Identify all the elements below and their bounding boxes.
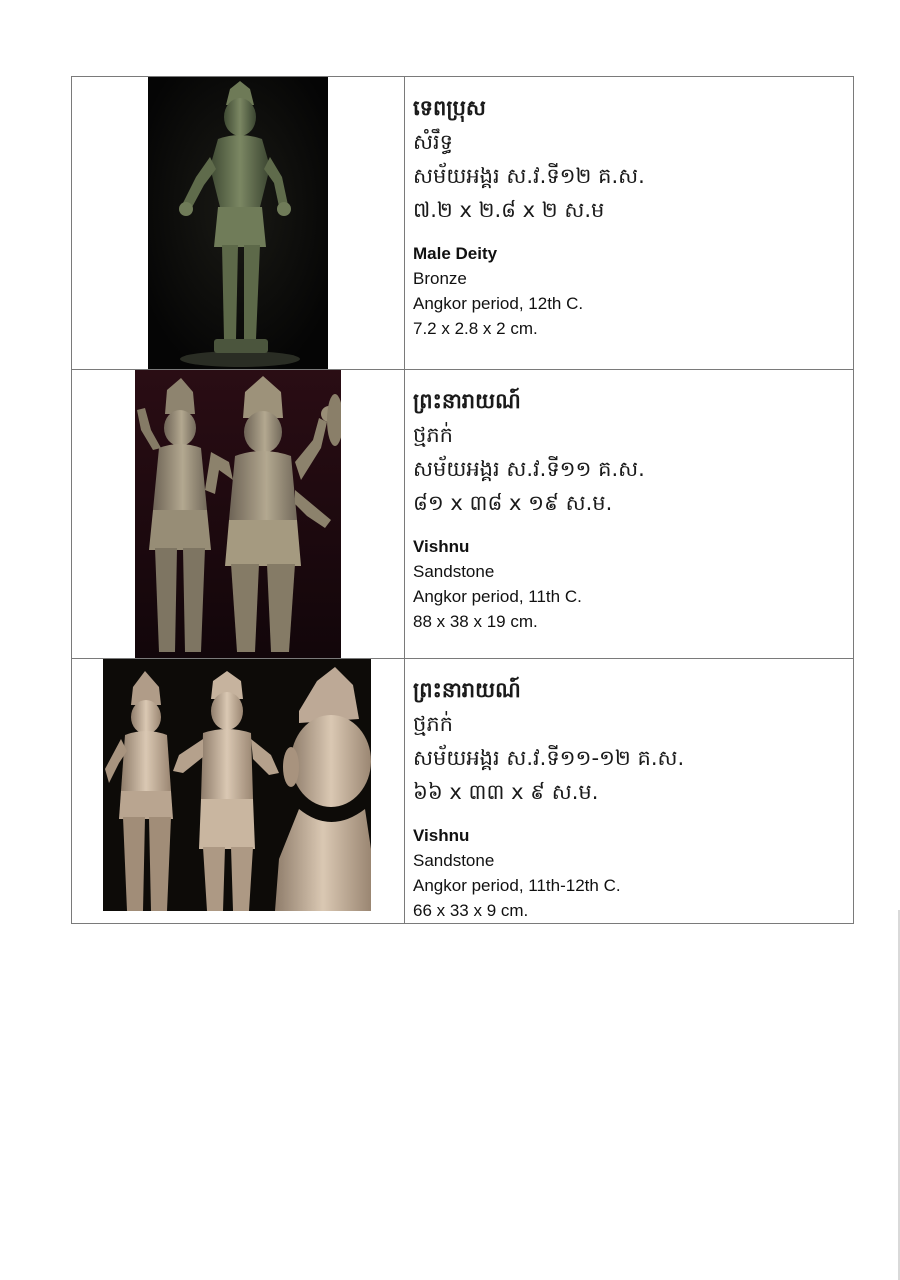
- english-dimensions: 88 x 38 x 19 cm.: [413, 612, 538, 631]
- description-cell: [405, 370, 854, 659]
- vishnu-three-views-photo: [103, 659, 371, 911]
- english-title: Vishnu: [413, 826, 470, 845]
- khmer-title: ព្រះនារាយណ៍: [413, 678, 521, 702]
- vishnu-sandstone-photo: [135, 370, 341, 658]
- description-cell: [405, 77, 854, 370]
- khmer-period: សម័យអង្គរ ស.វ.ទី១១ គ.ស.: [413, 457, 645, 481]
- description-cell: [405, 659, 854, 924]
- english-dimensions: 7.2 x 2.8 x 2 cm.: [413, 319, 538, 338]
- khmer-title: ព្រះនារាយណ៍: [413, 389, 521, 413]
- khmer-period: សម័យអង្គរ ស.វ.ទី១២ គ.ស.: [413, 164, 645, 188]
- english-material: Sandstone: [413, 851, 495, 870]
- khmer-dimensions: ៦៦ x ៣៣ x ៩ ស.ម.: [413, 780, 599, 804]
- english-description: [413, 534, 853, 634]
- khmer-dimensions: ៧.២ x ២.៨ x ២ ស.ម: [413, 198, 605, 222]
- english-dimensions: 66 x 33 x 9 cm.: [413, 901, 529, 920]
- english-period: Angkor period, 11th-12th C.: [413, 876, 621, 895]
- male-deity-bronze-photo: [148, 77, 328, 369]
- khmer-material: សំរឹទ្ធ: [413, 130, 453, 154]
- khmer-period: សម័យអង្គរ ស.វ.ទី១១-១២ គ.ស.: [413, 746, 685, 770]
- catalog-row: [72, 659, 854, 924]
- english-material: Sandstone: [413, 562, 495, 581]
- english-description: [413, 823, 853, 923]
- english-period: Angkor period, 11th C.: [413, 587, 582, 606]
- english-title: Vishnu: [413, 537, 470, 556]
- english-material: Bronze: [413, 269, 467, 288]
- image-cell: [72, 77, 405, 370]
- english-title: Male Deity: [413, 244, 498, 263]
- english-description: [413, 241, 853, 341]
- khmer-material: ថ្មភក់: [413, 712, 453, 736]
- catalog-row: [72, 77, 854, 370]
- khmer-dimensions: ៨១ x ៣៨ x ១៩ ស.ម.: [413, 491, 613, 515]
- khmer-title: ទេពប្រុស: [413, 96, 486, 120]
- image-cell: [72, 659, 405, 924]
- image-cell: [72, 370, 405, 659]
- catalog-row: [72, 370, 854, 659]
- khmer-material: ថ្មភក់: [413, 423, 453, 447]
- english-period: Angkor period, 12th C.: [413, 294, 584, 313]
- catalog-table: [71, 76, 854, 924]
